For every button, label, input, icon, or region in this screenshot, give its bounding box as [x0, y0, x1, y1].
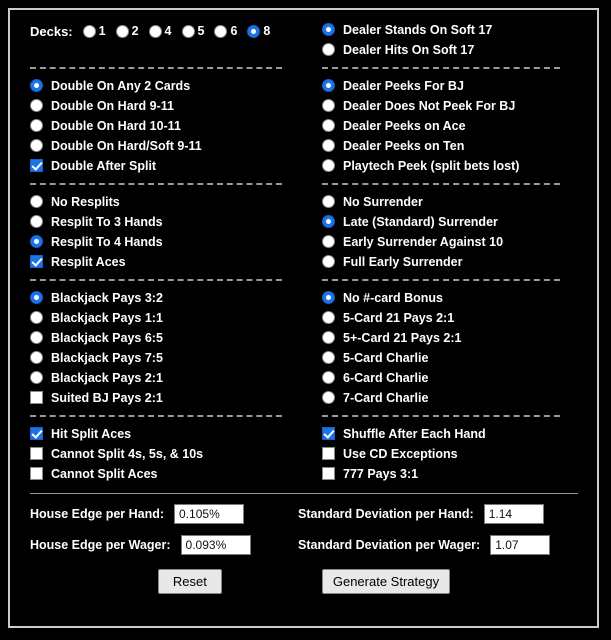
option-dealer-peeks-ace[interactable]	[322, 116, 578, 135]
decks-label: Decks:	[30, 23, 73, 39]
radio-dealer-stands-soft17[interactable]	[322, 23, 335, 36]
decks-line	[30, 20, 302, 42]
option-dealer-no-peek-bj[interactable]	[322, 96, 578, 115]
label-dealer-no-peek-bj: Dealer Does Not Peek For BJ	[343, 98, 516, 113]
divider	[30, 415, 282, 417]
deck-option-1[interactable]	[83, 24, 111, 38]
deck-label-4: 4	[164, 24, 172, 38]
radio-dealer-peeks-bj[interactable]	[322, 79, 335, 92]
option-5-plus-card-21-pays-2-1[interactable]	[322, 328, 578, 347]
radio-double-hard-9-11[interactable]	[30, 99, 43, 112]
option-double-hard-10-11[interactable]	[30, 116, 302, 135]
checkbox-resplit-aces[interactable]	[30, 255, 43, 268]
option-resplit-4-hands[interactable]	[30, 232, 302, 251]
label-shuffle-after-each-hand: Shuffle After Each Hand	[343, 426, 486, 441]
radio-dealer-peeks-ten[interactable]	[322, 139, 335, 152]
checkbox-hit-split-aces[interactable]	[30, 427, 43, 440]
divider-solid	[30, 493, 578, 494]
label-playtech-peek: Playtech Peek (split bets lost)	[343, 158, 520, 173]
house-edge-per-wager-label: House Edge per Wager:	[30, 538, 171, 552]
label-no-surrender: No Surrender	[343, 194, 423, 209]
label-late-surrender: Late (Standard) Surrender	[343, 214, 498, 229]
soft17-group	[302, 20, 578, 60]
separator-row-3	[30, 272, 578, 288]
option-double-any-2[interactable]	[30, 76, 302, 95]
checkbox-shuffle-after-each-hand[interactable]	[322, 427, 335, 440]
label-suited-bj-pays-2-1: Suited BJ Pays 2:1	[51, 390, 163, 405]
option-5-card-21-pays-2-1[interactable]	[322, 308, 578, 327]
split-options-group	[30, 424, 302, 484]
radio-bj-pays-7-5[interactable]	[30, 351, 43, 364]
radio-5-card-charlie[interactable]	[322, 351, 335, 364]
option-dealer-peeks-ten[interactable]	[322, 136, 578, 155]
option-full-early-surrender[interactable]	[322, 252, 578, 271]
radio-full-early-surrender[interactable]	[322, 255, 335, 268]
label-cannot-split-4s-5s-10s: Cannot Split 4s, 5s, & 10s	[51, 446, 204, 461]
payouts-and-bonus-row	[30, 288, 578, 408]
deck-label-1: 1	[98, 24, 106, 38]
house-edge-per-hand-label: House Edge per Hand:	[30, 507, 165, 521]
radio-5-card-21-pays-2-1[interactable]	[322, 311, 335, 324]
label-7-card-charlie: 7-Card Charlie	[343, 390, 429, 405]
radio-no-card-bonus[interactable]	[322, 291, 335, 304]
option-5-card-charlie[interactable]	[322, 348, 578, 367]
option-777-pays-3-1[interactable]	[322, 464, 578, 483]
label-double-hard-soft-9-11: Double On Hard/Soft 9-11	[51, 138, 202, 153]
option-cannot-split-4s-5s-10s[interactable]	[30, 444, 302, 463]
option-no-card-bonus[interactable]	[322, 288, 578, 307]
option-no-resplits[interactable]	[30, 192, 302, 211]
deck-radio-8[interactable]	[247, 25, 260, 38]
checkbox-777-pays-3-1[interactable]	[322, 467, 335, 480]
divider	[30, 67, 282, 69]
resplit-and-surrender-row	[30, 192, 578, 272]
radio-late-surrender[interactable]	[322, 215, 335, 228]
divider	[322, 67, 560, 69]
house-edge-per-wager-field	[30, 535, 298, 555]
label-use-cd-exceptions: Use CD Exceptions	[343, 446, 458, 461]
blackjack-pays-group	[30, 288, 302, 408]
divider	[30, 279, 282, 281]
option-bj-pays-3-2[interactable]	[30, 288, 302, 307]
double-and-peek-row	[30, 76, 578, 176]
decks-and-soft17-row	[30, 20, 578, 60]
option-playtech-peek[interactable]	[322, 156, 578, 175]
double-group	[30, 76, 302, 176]
radio-dealer-hits-soft17[interactable]	[322, 43, 335, 56]
option-bj-pays-7-5[interactable]	[30, 348, 302, 367]
radio-dealer-no-peek-bj[interactable]	[322, 99, 335, 112]
radio-5-plus-card-21-pays-2-1[interactable]	[322, 331, 335, 344]
label-cannot-split-aces: Cannot Split Aces	[51, 466, 158, 481]
label-dealer-stands-soft17: Dealer Stands On Soft 17	[343, 22, 493, 37]
decks-group	[30, 20, 302, 60]
checkbox-cannot-split-4s-5s-10s[interactable]	[30, 447, 43, 460]
option-bj-pays-1-1[interactable]	[30, 308, 302, 327]
radio-double-hard-soft-9-11[interactable]	[30, 139, 43, 152]
std-dev-per-hand-value[interactable]: 1.14	[484, 504, 544, 524]
stats-row-per-hand	[30, 504, 578, 524]
separator-row-1	[30, 60, 578, 76]
label-double-hard-9-11: Double On Hard 9-11	[51, 98, 174, 113]
label-resplit-3-hands: Resplit To 3 Hands	[51, 214, 163, 229]
deck-label-8: 8	[263, 24, 271, 38]
label-no-card-bonus: No #-card Bonus	[343, 290, 444, 305]
std-dev-per-hand-field	[298, 504, 544, 524]
surrender-group	[302, 192, 578, 272]
divider	[30, 183, 282, 185]
option-suited-bj-pays-2-1[interactable]	[30, 388, 302, 407]
deck-option-2[interactable]	[116, 24, 144, 38]
deck-label-6: 6	[230, 24, 238, 38]
label-full-early-surrender: Full Early Surrender	[343, 254, 463, 269]
radio-double-hard-10-11[interactable]	[30, 119, 43, 132]
deck-radio-4[interactable]	[149, 25, 162, 38]
deck-option-5[interactable]	[182, 24, 210, 38]
radio-no-surrender[interactable]	[322, 195, 335, 208]
label-resplit-4-hands: Resplit To 4 Hands	[51, 234, 163, 249]
separator-row-4	[30, 408, 578, 424]
label-early-surrender-vs-10: Early Surrender Against 10	[343, 234, 504, 249]
label-bj-pays-6-5: Blackjack Pays 6:5	[51, 330, 163, 345]
deck-option-8[interactable]	[247, 24, 275, 38]
label-6-card-charlie: 6-Card Charlie	[343, 370, 429, 385]
divider	[322, 183, 560, 185]
label-dealer-peeks-ace: Dealer Peeks on Ace	[343, 118, 466, 133]
radio-playtech-peek[interactable]	[322, 159, 335, 172]
label-double-after-split: Double After Split	[51, 158, 157, 173]
label-dealer-hits-soft17: Dealer Hits On Soft 17	[343, 42, 475, 57]
deck-label-2: 2	[131, 24, 139, 38]
deck-label-5: 5	[197, 24, 205, 38]
std-dev-per-wager-field	[298, 535, 550, 555]
option-7-card-charlie[interactable]	[322, 388, 578, 407]
radio-bj-pays-2-1[interactable]	[30, 371, 43, 384]
option-double-after-split[interactable]	[30, 156, 302, 175]
label-bj-pays-1-1: Blackjack Pays 1:1	[51, 310, 163, 325]
option-bj-pays-2-1[interactable]	[30, 368, 302, 387]
std-dev-per-wager-label: Standard Deviation per Wager:	[298, 538, 481, 552]
label-dealer-peeks-bj: Dealer Peeks For BJ	[343, 78, 464, 93]
house-edge-per-hand-field	[30, 504, 298, 524]
divider	[322, 279, 560, 281]
option-dealer-peeks-bj[interactable]	[322, 76, 578, 95]
radio-resplit-3-hands[interactable]	[30, 215, 43, 228]
checkbox-double-after-split[interactable]	[30, 159, 43, 172]
deck-option-6[interactable]	[214, 24, 242, 38]
option-early-surrender-vs-10[interactable]	[322, 232, 578, 251]
bonus-group	[302, 288, 578, 408]
stats-row-per-wager	[30, 535, 578, 555]
label-double-any-2: Double On Any 2 Cards	[51, 78, 191, 93]
radio-bj-pays-1-1[interactable]	[30, 311, 43, 324]
resplit-group	[30, 192, 302, 272]
deck-radio-6[interactable]	[214, 25, 227, 38]
option-hit-split-aces[interactable]	[30, 424, 302, 443]
radio-double-any-2[interactable]	[30, 79, 43, 92]
checkbox-cannot-split-aces[interactable]	[30, 467, 43, 480]
label-5-plus-card-21-pays-2-1: 5+-Card 21 Pays 2:1	[343, 330, 462, 345]
peek-group	[302, 76, 578, 176]
label-double-hard-10-11: Double On Hard 10-11	[51, 118, 181, 133]
option-double-hard-9-11[interactable]	[30, 96, 302, 115]
misc-options-group	[302, 424, 578, 484]
option-use-cd-exceptions[interactable]	[322, 444, 578, 463]
radio-dealer-peeks-ace[interactable]	[322, 119, 335, 132]
generate-strategy-button[interactable]: Generate Strategy	[322, 569, 450, 594]
option-shuffle-after-each-hand[interactable]	[322, 424, 578, 443]
split-and-misc-row	[30, 424, 578, 484]
std-dev-per-wager-value[interactable]: 1.07	[490, 535, 550, 555]
option-bj-pays-6-5[interactable]	[30, 328, 302, 347]
deck-radio-5[interactable]	[182, 25, 195, 38]
option-dealer-stands-soft17[interactable]	[322, 20, 578, 39]
checkbox-suited-bj-pays-2-1[interactable]	[30, 391, 43, 404]
label-no-resplits: No Resplits	[51, 194, 120, 209]
label-hit-split-aces: Hit Split Aces	[51, 426, 132, 441]
option-late-surrender[interactable]	[322, 212, 578, 231]
radio-resplit-4-hands[interactable]	[30, 235, 43, 248]
option-resplit-3-hands[interactable]	[30, 212, 302, 231]
deck-option-4[interactable]	[149, 24, 177, 38]
label-bj-pays-3-2: Blackjack Pays 3:2	[51, 290, 163, 305]
deck-radio-2[interactable]	[116, 25, 129, 38]
deck-radio-1[interactable]	[83, 25, 96, 38]
checkbox-use-cd-exceptions[interactable]	[322, 447, 335, 460]
radio-early-surrender-vs-10[interactable]	[322, 235, 335, 248]
option-6-card-charlie[interactable]	[322, 368, 578, 387]
separator-row-2	[30, 176, 578, 192]
label-bj-pays-2-1: Blackjack Pays 2:1	[51, 370, 163, 385]
button-row	[30, 569, 578, 594]
radio-no-resplits[interactable]	[30, 195, 43, 208]
radio-6-card-charlie[interactable]	[322, 371, 335, 384]
reset-button[interactable]: Reset	[158, 569, 222, 594]
divider	[322, 415, 560, 417]
option-cannot-split-aces[interactable]	[30, 464, 302, 483]
option-resplit-aces[interactable]	[30, 252, 302, 271]
label-bj-pays-7-5: Blackjack Pays 7:5	[51, 350, 163, 365]
label-5-card-charlie: 5-Card Charlie	[343, 350, 429, 365]
radio-7-card-charlie[interactable]	[322, 391, 335, 404]
options-panel	[8, 8, 599, 628]
options-content	[30, 20, 578, 594]
radio-bj-pays-6-5[interactable]	[30, 331, 43, 344]
house-edge-per-wager-value[interactable]: 0.093%	[181, 535, 251, 555]
label-5-card-21-pays-2-1: 5-Card 21 Pays 2:1	[343, 310, 455, 325]
std-dev-per-hand-label: Standard Deviation per Hand:	[298, 507, 474, 521]
label-777-pays-3-1: 777 Pays 3:1	[343, 466, 419, 481]
house-edge-per-hand-value[interactable]: 0.105%	[174, 504, 244, 524]
option-double-hard-soft-9-11[interactable]	[30, 136, 302, 155]
radio-bj-pays-3-2[interactable]	[30, 291, 43, 304]
option-no-surrender[interactable]	[322, 192, 578, 211]
label-resplit-aces: Resplit Aces	[51, 254, 126, 269]
option-dealer-hits-soft17[interactable]	[322, 40, 578, 59]
label-dealer-peeks-ten: Dealer Peeks on Ten	[343, 138, 465, 153]
